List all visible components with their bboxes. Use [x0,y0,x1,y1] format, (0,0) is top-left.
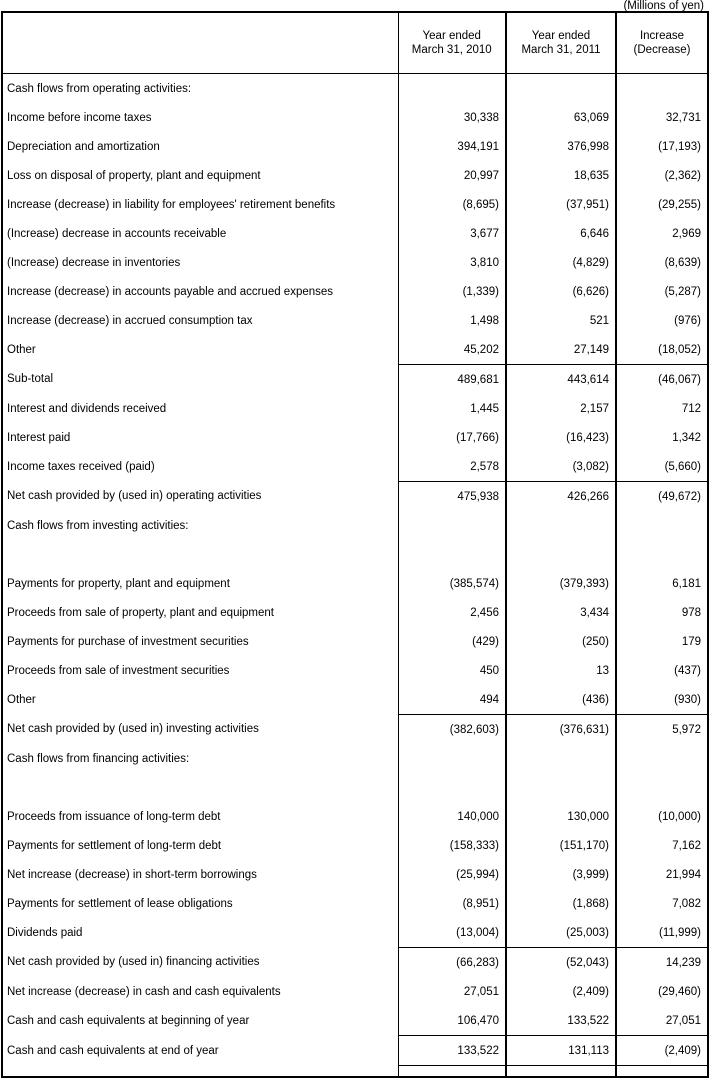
row-value-fy2010: 140,000 [398,802,506,831]
row-value-change: 21,994 [665,868,701,881]
row-label: Payments for property, plant and equipment [7,577,230,590]
row-value-fy2011: (37,951) [506,190,616,219]
table-row [2,306,708,335]
table-row [2,773,708,802]
row-label: Cash flows from investing activities: [7,519,189,532]
row-value-fy2010: 106,470 [398,1006,506,1036]
table-row [2,1006,708,1036]
row-value-change: (437) [674,664,701,677]
row-value-fy2010: (1,339) [398,277,506,306]
table-row [2,103,708,132]
header-row [2,12,708,74]
row-value-fy2010: 30,338 [398,103,506,132]
table-row [2,831,708,860]
row-label: Other [7,693,36,706]
table-row [2,190,708,219]
row-value-fy2010 [398,744,506,773]
table-row [2,161,708,190]
row-value-change: (5,660) [664,460,701,473]
row-value-change: (29,255) [658,198,701,211]
row-value-fy2010: (382,603) [398,715,506,745]
row-value-fy2011: 133,522 [506,1006,616,1036]
row-value-change: (2,409) [616,1036,708,1066]
table-row [2,248,708,277]
row-value-fy2011: (25,003) [506,918,616,948]
table-row [2,802,708,831]
row-value-fy2010: (8,695) [398,190,506,219]
row-value-fy2011: 2,157 [506,394,616,423]
table-row [2,452,708,482]
row-label: Proceeds from sale of property, plant and equipment [7,606,274,619]
header-cell-change [616,12,708,74]
cash-flow-table [1,11,709,1078]
row-value-fy2011 [506,74,616,104]
row-value-change: (29,460) [658,985,701,998]
row-value-fy2010: 1,445 [398,394,506,423]
row-value-fy2010: 2,578 [398,452,506,482]
row-label: Proceeds from sale of investment securities [7,664,230,677]
row-label: Sub-total [7,373,54,386]
row-value-fy2010: 3,677 [398,219,506,248]
row-value-change: 6,181 [672,577,701,590]
table-row [2,889,708,918]
row-value-change: (17,193) [658,140,701,153]
row-value-change [616,540,708,569]
row-value-fy2010: 1,498 [398,306,506,335]
table-row [2,335,708,365]
table-row [2,423,708,452]
row-value-change: (976) [674,314,701,327]
row-label: Cash and cash equivalents at end of year [7,1044,219,1057]
footer-rule-change-cell [616,1066,708,1078]
table-row [2,1036,708,1066]
row-label: (Increase) decrease in inventories [7,256,181,269]
header-fy2011-line2: March 31, 2011 [521,44,601,56]
row-value-fy2011: (376,631) [506,715,616,745]
table-row [2,511,708,540]
row-value-change [616,744,708,773]
header-cell-label [2,12,398,74]
table-row [2,977,708,1006]
row-value-fy2010 [398,540,506,569]
row-label: Payments for settlement of lease obligations [7,897,233,910]
row-value-fy2010: 133,522 [398,1036,506,1066]
row-label: Net increase (decrease) in cash and cash equivalents [7,985,281,998]
row-label: Dividends paid [7,926,83,939]
row-value-fy2011 [506,540,616,569]
footer-rule-fy2011-cell [506,1066,616,1078]
header-cell-fy2011 [506,12,616,74]
row-label: Income taxes received (paid) [7,460,155,473]
table-row [2,860,708,889]
row-value-fy2011: (2,409) [506,977,616,1006]
table-row [2,627,708,656]
row-value-fy2010: (158,333) [398,831,506,860]
table-row [2,569,708,598]
row-value-change: 32,731 [665,111,701,124]
row-value-fy2011: (436) [506,685,616,715]
row-label: Net cash provided by (used in) financing activities [7,956,260,969]
row-label: Cash and cash equivalents at beginning of year [7,1014,250,1027]
row-value-change: (8,639) [664,256,701,269]
row-value-fy2010: (429) [398,627,506,656]
row-label: Payments for settlement of long-term debt [7,839,222,852]
table-row [2,277,708,306]
row-value-fy2010: 494 [398,685,506,715]
table-row [2,219,708,248]
table-row [2,685,708,715]
row-value-fy2011: (250) [506,627,616,656]
row-value-change: 179 [681,635,701,648]
row-value-fy2011: 131,113 [506,1036,616,1066]
row-value-fy2010: (66,283) [398,948,506,978]
row-value-fy2010: 3,810 [398,248,506,277]
row-value-change: (10,000) [658,810,701,823]
row-value-change: (11,999) [659,926,701,939]
row-value-fy2010 [398,511,506,540]
row-value-change [616,773,708,802]
row-value-fy2011 [506,511,616,540]
row-value-fy2010: (25,994) [398,860,506,889]
row-value-fy2011: 130,000 [506,802,616,831]
row-value-change: (46,067) [616,365,708,395]
row-value-fy2010: 2,456 [398,598,506,627]
row-value-fy2011: (379,393) [506,569,616,598]
row-label [2,773,398,802]
table-row [2,365,708,395]
row-value-change: 14,239 [616,948,708,978]
row-label: Cash flows from operating activities: [7,82,192,95]
row-value-fy2011: (52,043) [506,948,616,978]
table-row [2,74,708,104]
row-label: Increase (decrease) in accrued consumption tax [7,314,253,327]
row-value-fy2011: 13 [506,656,616,685]
table-header [2,12,708,74]
row-value-fy2011: 27,149 [506,335,616,365]
table-row [2,482,708,512]
row-label: Proceeds from issuance of long-term debt [7,810,221,823]
row-value-fy2010: 45,202 [398,335,506,365]
row-value-fy2011 [506,744,616,773]
row-label: Income before income taxes [7,111,152,124]
row-value-fy2011: (4,829) [506,248,616,277]
row-value-change: (2,362) [664,169,701,182]
row-value-fy2011: (3,999) [506,860,616,889]
row-value-change: 2,969 [672,227,701,240]
table-row [2,918,708,948]
header-fy2010-line2: March 31, 2010 [411,44,492,56]
row-value-change: 712 [681,402,701,415]
row-label: Net increase (decrease) in short-term borrowings [7,868,257,881]
row-value-fy2010: (8,951) [398,889,506,918]
row-label: Interest and dividends received [7,402,167,415]
table-row [2,948,708,978]
row-value-change: (18,052) [658,343,701,356]
row-value-fy2010: (13,004) [398,918,506,948]
header-change-line1: Increase [639,30,685,42]
row-value-fy2011: 63,069 [506,103,616,132]
table-row [2,715,708,745]
table-row [2,744,708,773]
table-row [2,656,708,685]
row-label: Net cash provided by (used in) investing activities [7,723,259,736]
row-value-fy2010: 450 [398,656,506,685]
table-footer-rule [2,1066,708,1078]
row-value-change [616,511,708,540]
table-body [2,74,708,1078]
row-value-fy2011: (1,868) [506,889,616,918]
row-label: Increase (decrease) in liability for employees' retirement benefits [7,198,336,211]
row-label [2,540,398,569]
row-value-change: (5,287) [664,285,701,298]
row-value-fy2011: 6,646 [506,219,616,248]
row-label: (Increase) decrease in accounts receivable [7,227,227,240]
row-value-fy2011: 18,635 [506,161,616,190]
row-value-fy2011: 521 [506,306,616,335]
row-label: Other [7,343,36,356]
row-value-fy2011: 426,266 [506,482,616,512]
row-value-fy2011: (6,626) [506,277,616,306]
row-value-change: 7,162 [672,839,701,852]
row-value-fy2011: 443,614 [506,365,616,395]
row-value-fy2010: 27,051 [398,977,506,1006]
header-fy2011-line1: Year ended [531,30,591,42]
table-row [2,540,708,569]
row-value-change: (930) [674,693,701,706]
row-value-fy2011: (16,423) [506,423,616,452]
table-row [2,394,708,423]
row-value-fy2010: (17,766) [398,423,506,452]
row-label: Loss on disposal of property, plant and equipment [7,169,261,182]
row-value-fy2010: 489,681 [398,365,506,395]
row-value-change [616,74,708,104]
row-value-change: 7,082 [672,897,701,910]
row-value-change: (49,672) [616,482,708,512]
row-label: Net cash provided by (used in) operating activities [7,490,262,503]
row-value-change: 5,972 [616,715,708,745]
row-value-change: 978 [681,606,701,619]
row-value-fy2010 [398,773,506,802]
row-value-fy2011 [506,773,616,802]
row-label: Depreciation and amortization [7,140,160,153]
row-value-fy2010: 394,191 [398,132,506,161]
footer-rule-label-cell [2,1066,398,1078]
row-value-change: 1,342 [672,431,701,444]
header-fy2010-line1: Year ended [422,30,481,42]
row-value-fy2010 [398,74,506,104]
row-value-change: 27,051 [665,1014,701,1027]
header-cell-fy2010 [398,12,506,74]
row-value-fy2010: (385,574) [398,569,506,598]
row-label: Cash flows from financing activities: [7,752,190,765]
row-value-fy2010: 475,938 [398,482,506,512]
units-caption: (Millions of yen) [623,0,704,12]
row-value-fy2011: 376,998 [506,132,616,161]
row-label: Interest paid [7,431,71,444]
row-value-fy2010: 20,997 [398,161,506,190]
row-value-fy2011: (151,170) [506,831,616,860]
table-row [2,132,708,161]
row-value-fy2011: 3,434 [506,598,616,627]
row-label: Increase (decrease) in accounts payable and accrued expenses [7,285,334,298]
header-change-line2: (Decrease) [633,44,691,56]
row-value-fy2011: (3,082) [506,452,616,482]
table-row [2,598,708,627]
footer-rule-fy2010-cell [398,1066,506,1078]
row-label: Payments for purchase of investment securities [7,635,249,648]
